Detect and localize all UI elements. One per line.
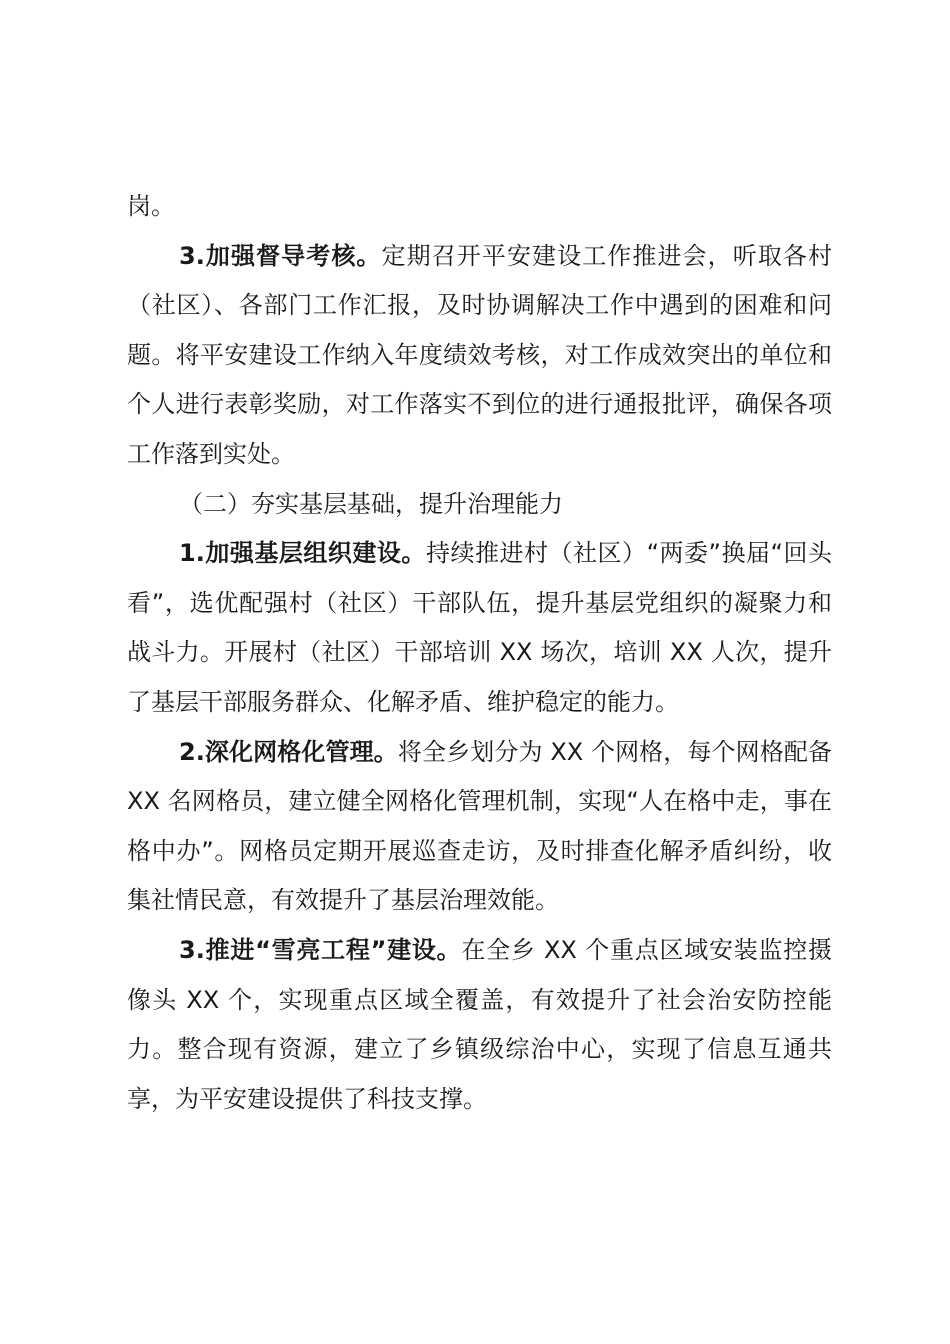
paragraph-heading: 3.加强督导考核。 (179, 241, 382, 270)
paragraph-heading: 3.推进“雪亮工程”建设。 (179, 935, 462, 964)
paragraph-text: 将全乡划分为 XX 个网格，每个网格配备 XX 名网格员，建立健全网格化管理机制，实现“人在格中走，事在格中办”。网格员定期开展巡查走访，及时排查化解矛盾纠纷，收集社情民意，有效提升了基层治理效能。 (127, 737, 832, 915)
paragraph-grassroots-organization (127, 529, 832, 727)
paragraph-text: 持续推进村（社区）“两委”换届“回头看”，选优配强村（社区）干部队伍，提升基层党组织的凝聚力和战斗力。开展村（社区）干部培训 XX 场次，培训 XX 人次，提升了基层干部服务群众、化解矛盾、维护稳定的能力。 (127, 539, 832, 716)
paragraph-xueliang-project (127, 926, 832, 1124)
paragraph-text: 岗。 (127, 192, 175, 220)
document-body (127, 182, 832, 1124)
paragraph-text: 定期召开平安建设工作推进会，听取各村（社区）、各部门工作汇报，及时协调解决工作中遇到的困难和问题。将平安建设工作纳入年度绩效考核，对工作成效突出的单位和个人进行表彰奖励，对工作落实不到位的进行通报批评，确保各项工作落到实处。 (127, 241, 832, 468)
paragraph-supervision-assessment (127, 232, 832, 480)
paragraph-heading: 2.深化网格化管理。 (179, 737, 398, 766)
section-heading-text: （二）夯实基层基础，提升治理能力 (179, 489, 563, 518)
paragraph-heading: 1.加强基层组织建设。 (179, 539, 426, 568)
paragraph-grid-management (127, 728, 832, 926)
paragraph-continuation (127, 182, 832, 232)
paragraph-text: 在全乡 XX 个重点区域安装监控摄像头 XX 个，实现重点区域全覆盖，有效提升了社会治安防控能力。整合现有资源，建立了乡镇级综治中心，实现了信息互通共享，为平安建设提供了科技支撑。 (127, 935, 832, 1113)
section-heading (127, 480, 832, 530)
